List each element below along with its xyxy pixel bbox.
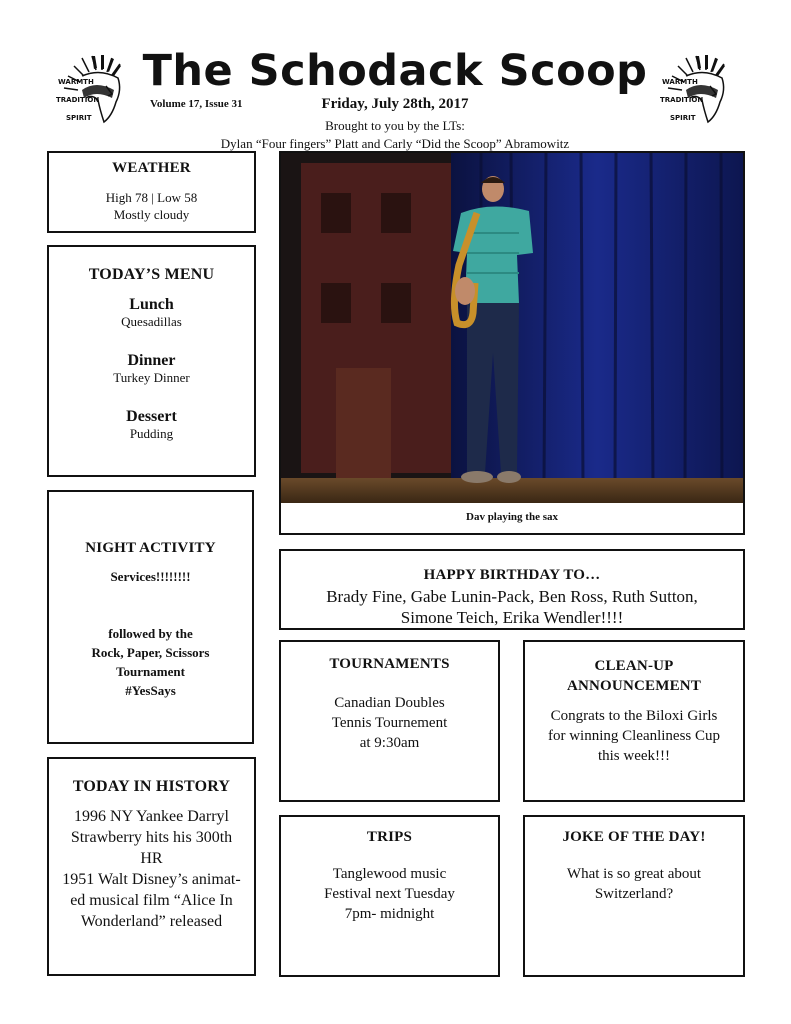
cleanup-line: this week!!! (597, 748, 671, 764)
night-activity-title: NIGHT ACTIVITY (85, 540, 216, 556)
photo-box (279, 151, 745, 535)
night-activity-line: Tournament (116, 664, 185, 679)
cleanup-line: Congrats to the Biloxi Girls (550, 708, 718, 724)
photo-caption: Dav playing the sax (466, 511, 558, 523)
cleanup-title: CLEAN-UP (594, 658, 674, 674)
tournaments-line: at 9:30am (359, 735, 420, 751)
weather-temps: High 78 | Low 58 (105, 190, 198, 205)
birthday-names-line: Simone Teich, Erika Wendler!!!! (400, 608, 624, 627)
joke-line: What is so great about (566, 866, 702, 882)
history-line: Strawberry hits his 300th (70, 829, 233, 846)
history-line: Wonderland” released (80, 913, 223, 930)
menu-meal-dinner: Dinner (127, 352, 176, 369)
night-activity-box (47, 490, 254, 744)
issue-date: Friday, July 28th, 2017 (321, 96, 469, 112)
weather-conditions: Mostly cloudy (113, 207, 190, 222)
night-activity-line: Rock, Paper, Scissors (91, 645, 210, 660)
menu-title: TODAY’S MENU (88, 266, 215, 283)
trips-title: TRIPS (366, 829, 413, 845)
editor-credits: Dylan “Four fingers” Platt and Carly “Did the Scoop” Abramowitz (220, 136, 570, 151)
tournaments-title: TOURNAMENTS (329, 656, 450, 672)
history-line: 1951 Walt Disney’s animat- (62, 871, 241, 888)
menu-meal-lunch: Lunch (129, 296, 174, 313)
weather-title: WEATHER (112, 160, 191, 176)
history-line: ed musical film “Alice In (70, 892, 233, 909)
trips-box (279, 815, 500, 977)
camp-logo-right (656, 50, 736, 136)
logo-word-warmth: WARMTH (662, 78, 698, 86)
menu-dish-dessert: Pudding (129, 426, 174, 441)
cleanup-box (523, 640, 745, 802)
history-line: 1996 NY Yankee Darryl (74, 808, 229, 825)
brought-by: Brought to you by the LTs: (325, 118, 465, 133)
night-activity-main: Services!!!!!!!! (110, 569, 191, 584)
menu-meal-dessert: Dessert (126, 408, 177, 425)
history-box (47, 757, 256, 976)
birthday-box (279, 549, 745, 630)
birthday-names-line: Brady Fine, Gabe Lunin-Pack, Ben Ross, Ruth Sutton, (326, 587, 698, 606)
menu-dish-dinner: Turkey Dinner (113, 370, 190, 385)
tournaments-line: Tennis Tournement (331, 715, 448, 731)
birthday-title: HAPPY BIRTHDAY TO… (423, 567, 601, 583)
history-line: HR (140, 850, 163, 867)
trips-line: Tanglewood music (332, 866, 447, 882)
menu-box (47, 245, 256, 477)
logo-word-tradition: TRADITION (56, 96, 100, 104)
logo-word-tradition: TRADITION (660, 96, 704, 104)
history-title: TODAY IN HISTORY (72, 778, 231, 795)
menu-dish-lunch: Quesadillas (121, 314, 182, 329)
logo-word-spirit: SPIRIT (670, 114, 696, 122)
night-activity-line: followed by the (108, 626, 193, 641)
cleanup-line: for winning Cleanliness Cup (547, 728, 721, 744)
trips-line: Festival next Tuesday (324, 886, 455, 902)
joke-line: Switzerland? (594, 886, 674, 902)
night-activity-line: #YesSays (125, 683, 176, 698)
logo-word-spirit: SPIRIT (66, 114, 92, 122)
volume-issue: Volume 17, Issue 31 (150, 98, 243, 110)
joke-title: JOKE OF THE DAY! (562, 829, 706, 845)
tournaments-line: Canadian Doubles (334, 695, 445, 711)
cleanup-title: ANNOUNCEMENT (566, 678, 702, 694)
logo-word-warmth: WARMTH (58, 78, 94, 86)
saxophone-performance-photo (281, 153, 743, 503)
weather-box (47, 151, 256, 233)
joke-box (523, 815, 745, 977)
camp-logo-left (52, 50, 132, 136)
tournaments-box (279, 640, 500, 802)
trips-line: 7pm- midnight (344, 906, 435, 922)
newsletter-title: The Schodack Scoop (142, 46, 648, 96)
